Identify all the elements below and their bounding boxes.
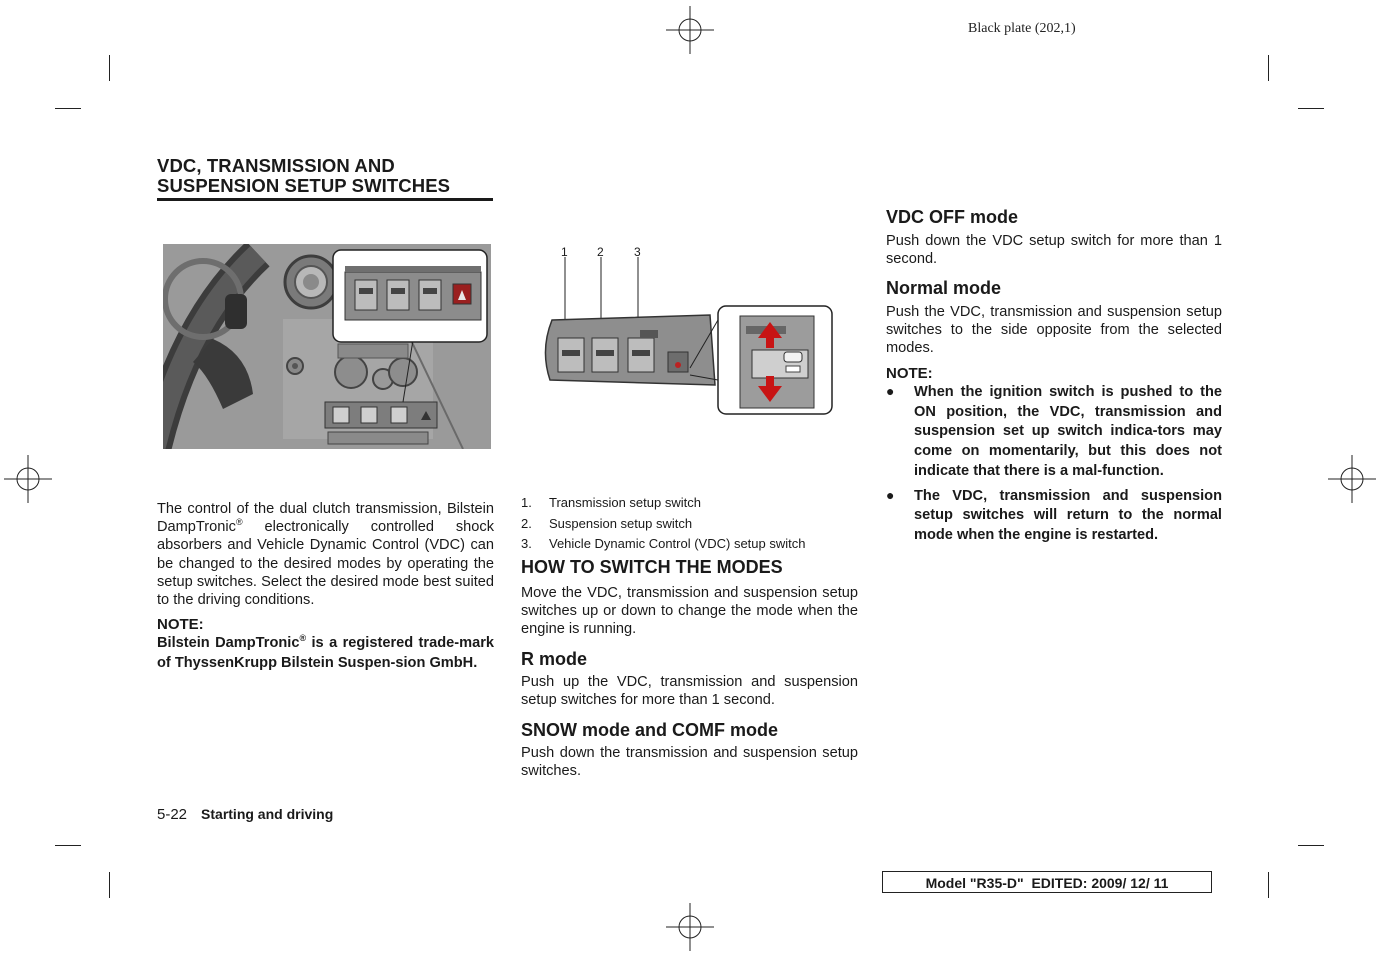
section-title-line: SUSPENSION SETUP SWITCHES bbox=[157, 175, 451, 196]
bullet-icon: ● bbox=[886, 383, 895, 399]
legend-number: 3. bbox=[521, 536, 532, 551]
crop-mark bbox=[1298, 108, 1324, 109]
legend-item bbox=[521, 534, 861, 555]
figure-callout: 1 bbox=[561, 245, 568, 259]
model-value: "R35-D" bbox=[969, 875, 1024, 891]
edited-value: 2009/ 12/ 11 bbox=[1091, 875, 1169, 891]
intro-text: The control of the dual clutch transmission, Bilstein DampTronic bbox=[157, 501, 494, 536]
legend-number: 1. bbox=[521, 495, 532, 510]
crop-mark bbox=[55, 845, 81, 846]
crop-mark bbox=[109, 872, 110, 898]
page-footer bbox=[157, 806, 333, 823]
note-heading: NOTE: bbox=[886, 365, 933, 382]
plate-label: Black plate (202,1) bbox=[968, 21, 1076, 36]
how-to-heading: HOW TO SWITCH THE MODES bbox=[521, 557, 783, 577]
snow-mode-heading: SNOW mode and COMF mode bbox=[521, 720, 779, 740]
legend-item bbox=[521, 514, 861, 535]
figure-callout: 3 bbox=[634, 245, 641, 259]
section-title-line: VDC, TRANSMISSION AND bbox=[157, 155, 395, 176]
model-label: Model bbox=[925, 875, 967, 891]
list-item bbox=[886, 383, 1222, 482]
r-mode-heading: R mode bbox=[521, 649, 588, 669]
model-edited-box bbox=[882, 871, 1212, 893]
footer-section-name: Starting and driving bbox=[201, 806, 334, 822]
normal-mode-body: Push the VDC, transmission and suspension setup switches to the side opposite from the selected modes. bbox=[886, 304, 1222, 357]
snow-mode-body: Push down the transmission and suspension setup switches. bbox=[521, 745, 858, 780]
setup-switch-illustration bbox=[540, 240, 836, 420]
legend-number: 2. bbox=[521, 515, 532, 531]
r-mode-body: Push up the VDC, transmission and suspension setup switches for more than 1 second. bbox=[521, 674, 858, 709]
normal-mode-heading: Normal mode bbox=[886, 278, 1002, 298]
vdc-off-body: Push down the VDC setup switch for more than 1 second. bbox=[886, 233, 1222, 268]
registration-mark-icon bbox=[4, 455, 52, 503]
note-right-list bbox=[886, 383, 1222, 546]
crop-mark bbox=[1268, 872, 1269, 898]
figure-legend bbox=[521, 493, 861, 555]
section-title-rule bbox=[157, 198, 493, 201]
page-number: 5-22 bbox=[157, 806, 188, 823]
dashboard-illustration bbox=[163, 244, 491, 449]
legend-text: Suspension setup switch bbox=[549, 515, 693, 531]
how-to-body: Move the VDC, transmission and suspension setup switches up or down to change the mode when the engine is running. bbox=[521, 585, 858, 638]
bullet-icon: ● bbox=[886, 486, 895, 503]
intro-text: electronically controlled shock absorbers and Vehicle Dynamic Control (VDC) can be changed to the desired modes by operating the setup switches. Select the desired mode best suited to the driving conditions. bbox=[157, 519, 494, 609]
vdc-off-heading: VDC OFF mode bbox=[886, 207, 1019, 227]
note-text: Bilstein DampTronic bbox=[157, 635, 300, 651]
note-left-body bbox=[157, 634, 494, 673]
crop-mark bbox=[1268, 55, 1269, 81]
list-item bbox=[886, 487, 1222, 546]
registration-mark-icon bbox=[666, 6, 714, 54]
section-title bbox=[157, 156, 493, 196]
registered-mark: ® bbox=[235, 517, 243, 528]
crop-mark bbox=[55, 108, 81, 109]
registration-mark-icon bbox=[1328, 455, 1376, 503]
edited-label: EDITED: bbox=[1031, 875, 1088, 891]
note-heading: NOTE: bbox=[157, 616, 204, 633]
figure-callout: 2 bbox=[597, 245, 604, 259]
registration-mark-icon bbox=[666, 903, 714, 951]
crop-mark bbox=[109, 55, 110, 81]
intro-paragraph bbox=[157, 500, 494, 609]
registered-mark: ® bbox=[299, 633, 307, 644]
legend-item bbox=[521, 493, 861, 514]
crop-mark bbox=[1298, 845, 1324, 846]
note-text: is a registered trade-mark of ThyssenKrupp Bilstein Suspen-sion GmbH. bbox=[157, 635, 494, 671]
legend-text: Transmission setup switch bbox=[549, 495, 701, 510]
legend-text: Vehicle Dynamic Control (VDC) setup switch bbox=[549, 536, 806, 551]
bullet-text: The VDC, transmission and suspension setup switches will return to the normal mode when the engine is restarted. bbox=[914, 487, 1222, 543]
bullet-text: When the ignition switch is pushed to the ON position, the VDC, transmission and suspension set up switch indica-tors may come on momentarily, but this does not indicate that there is a mal-function. bbox=[914, 384, 1222, 479]
